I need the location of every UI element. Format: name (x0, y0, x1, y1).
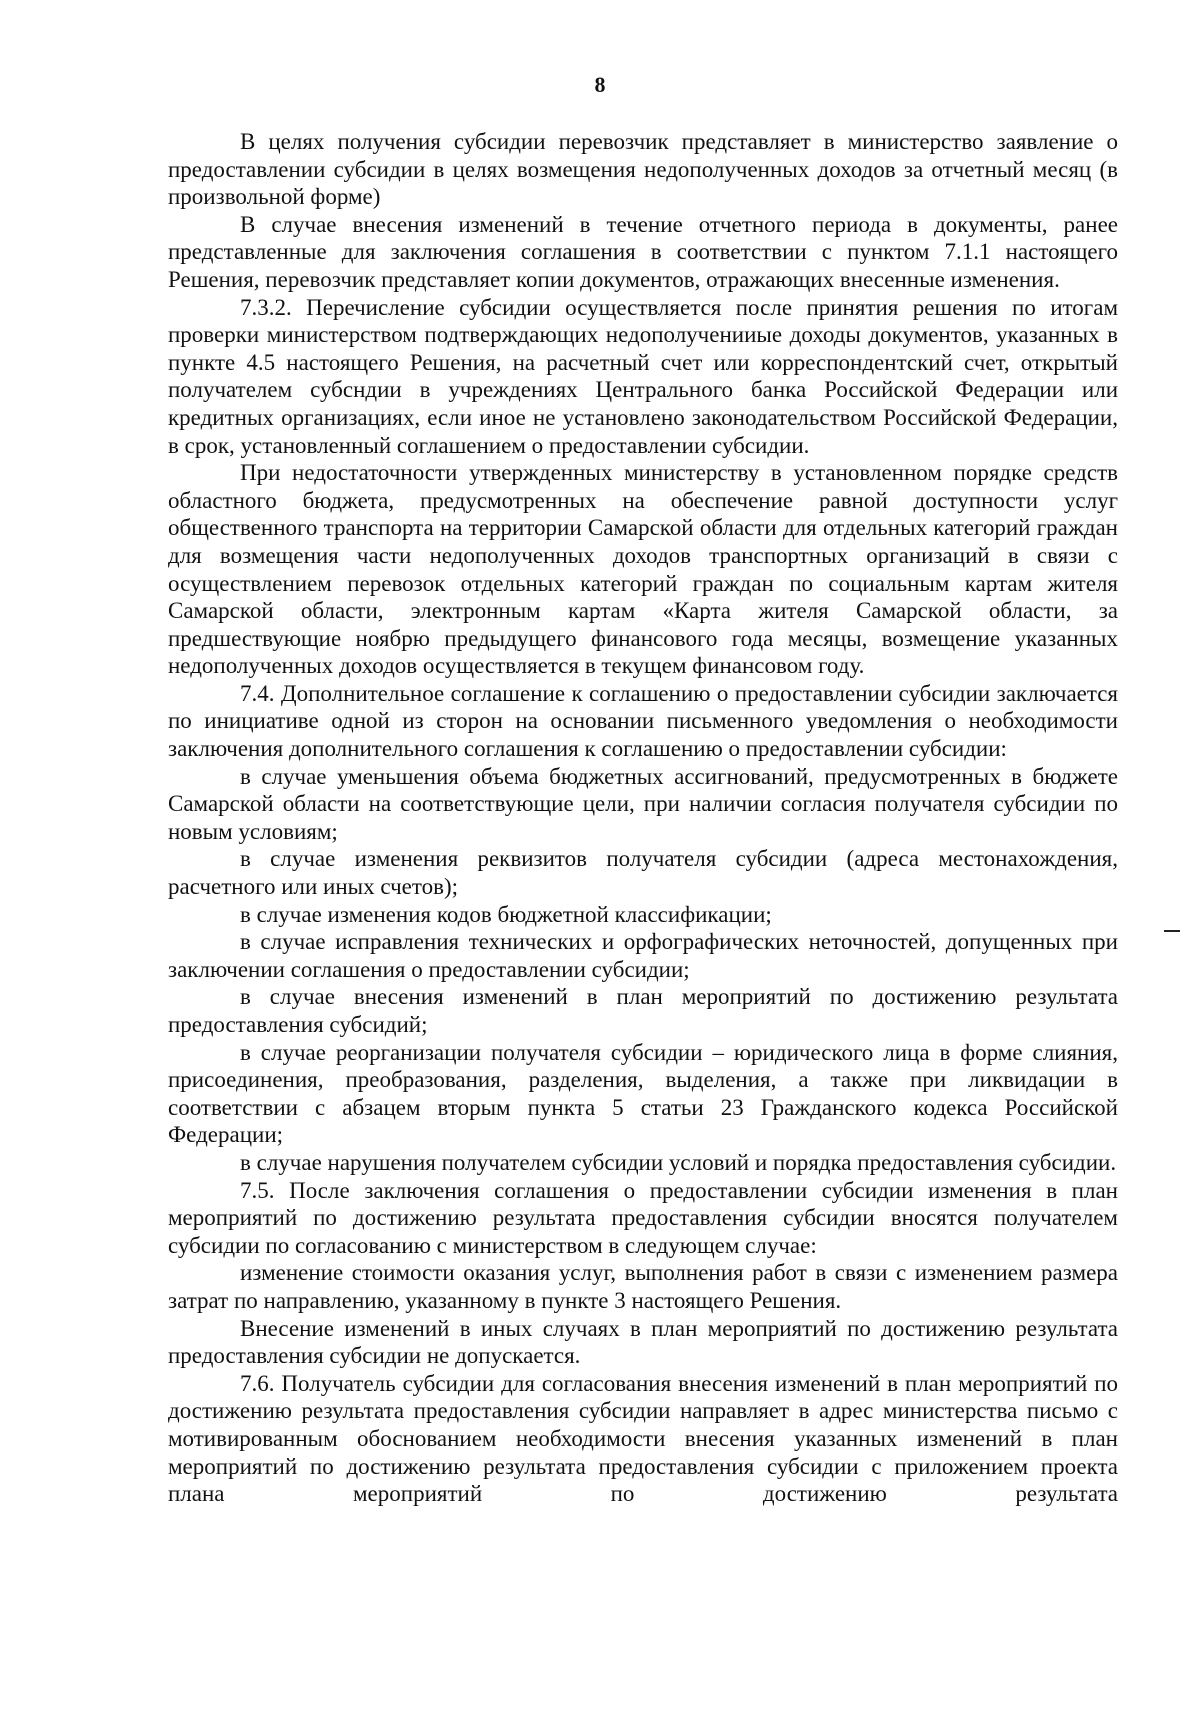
paragraph-application: В целях получения субсидии перевозчик представляет в министерство заявление о предоставлении субсидии в целях возмещения недополученных доходов за отчетный месяц (в произвольной форме) (168, 129, 1118, 210)
paragraph-no-other-changes: Внесение изменений в иных случаях в план мероприятий по достижению результата предоставления субсидии не допускается. (168, 1315, 1118, 1369)
document-body (168, 128, 1118, 1508)
paragraph-7-6: 7.6. Получатель субсидии для согласования внесения изменений в план мероприятий по достижению результата предоставления субсидии направляет в адрес министерства письмо с мотивированным обоснованием необходимости внесения указанных изменений в план мероприятий по достижению результата предоставления субсидии с приложением проекта плана мероприятий по достижению результата (168, 1370, 1118, 1507)
list-item-violation: в случае нарушения получателем субсидии условий и порядка предоставления субсидии. (240, 1149, 1117, 1175)
list-item-plan-changes: в случае внесения изменений в план мероприятий по достижению результата предоставления субсидий; (168, 984, 1118, 1037)
list-item-requisites-change: в случае изменения реквизитов получателя субсидии (адреса местонахождения, расчетного или иных счетов); (168, 846, 1118, 900)
list-item-budget-codes: в случае изменения кодов бюджетной классификации; (240, 901, 772, 927)
list-item-technical-errors: в случае исправления технических и орфографических неточностей, допущенных при заключении соглашения о предоставлении субсидии; (168, 929, 1118, 982)
paragraph-7-3-2: 7.3.2. Перечисление субсидии осуществляется после принятия решения по итогам проверки министерством подтверждающих недополученииые доходы документов, указанных в пункте 4.5 настоящего Решения, на расчетный счет или корреспондентский счет, открытый получателем субсндии в учреждениях Центрального банка Российской Федерации или кредитных организациях, если иное не установлено законодательством Российской Федерации, в срок, установленный соглашением о предоставлении субсидии. (168, 294, 1118, 458)
paragraph-7-4: 7.4. Дополнительное соглашение к соглашению о предоставлении субсидии заключается по инициативе одной из сторон на основании письменного уведомления о необходимости заключения дополнительного соглашения к соглашению о предоставлении субсидии: (168, 680, 1118, 762)
page-number: 8 (594, 72, 606, 97)
scan-edge-mark (1164, 930, 1180, 932)
paragraph-cost-change: изменение стоимости оказания услуг, выполнения работ в связи с изменением размера затрат по направлению, указанному в пункте 3 настоящего Решения. (168, 1260, 1118, 1313)
paragraph-changes-in-documents: В случае внесения изменений в течение отчетного периода в документы, ранее представленные для заключения соглашения в соответствии с пунктом 7.1.1 настоящего Решения, перевозчик представляет копии документов, отражающих внесенные изменения. (168, 211, 1118, 292)
list-item-reorganization: в случае реорганизации получателя субсидии – юридического лица в форме слияния, присоединения, преобразования, разделения, выделения, а также при ликвидации в соответствии с абзацем вторым пункта 5 статьи 23 Гражданского кодекса Российской Федерации; (168, 1039, 1118, 1148)
paragraph-7-5: 7.5. После заключения соглашения о предоставлении субсидии изменения в план мероприятий по достижению результата предоставления субсидии вносятся получателем субсидии по согласованию с министерством в следующем случае: (168, 1177, 1118, 1258)
paragraph-insufficient-funds: При недостаточности утвержденных министерству в установленном порядке средств областного бюджета, предусмотренных на обеспечение равной доступности услуг общественного транспорта на территории Самарской области для отдельных категорий граждан для возмещения части недополученных доходов транспортных организаций в связи с осуществлением перевозок отдельных категорий граждан по социальным картам жителя Самарской области, электронным картам «Карта жителя Самарской области, за предшествующие ноябрю предыдущего финансового года месяцы, возмещение указанных недополученных доходов осуществляется в текущем финансовом году. (168, 460, 1118, 679)
list-item-budget-reduction: в случае уменьшения объема бюджетных ассигнований, предусмотренных в бюджете Самарской области на соответствующие цели, при наличии согласия получателя субсидии по новым условиям; (168, 763, 1118, 844)
